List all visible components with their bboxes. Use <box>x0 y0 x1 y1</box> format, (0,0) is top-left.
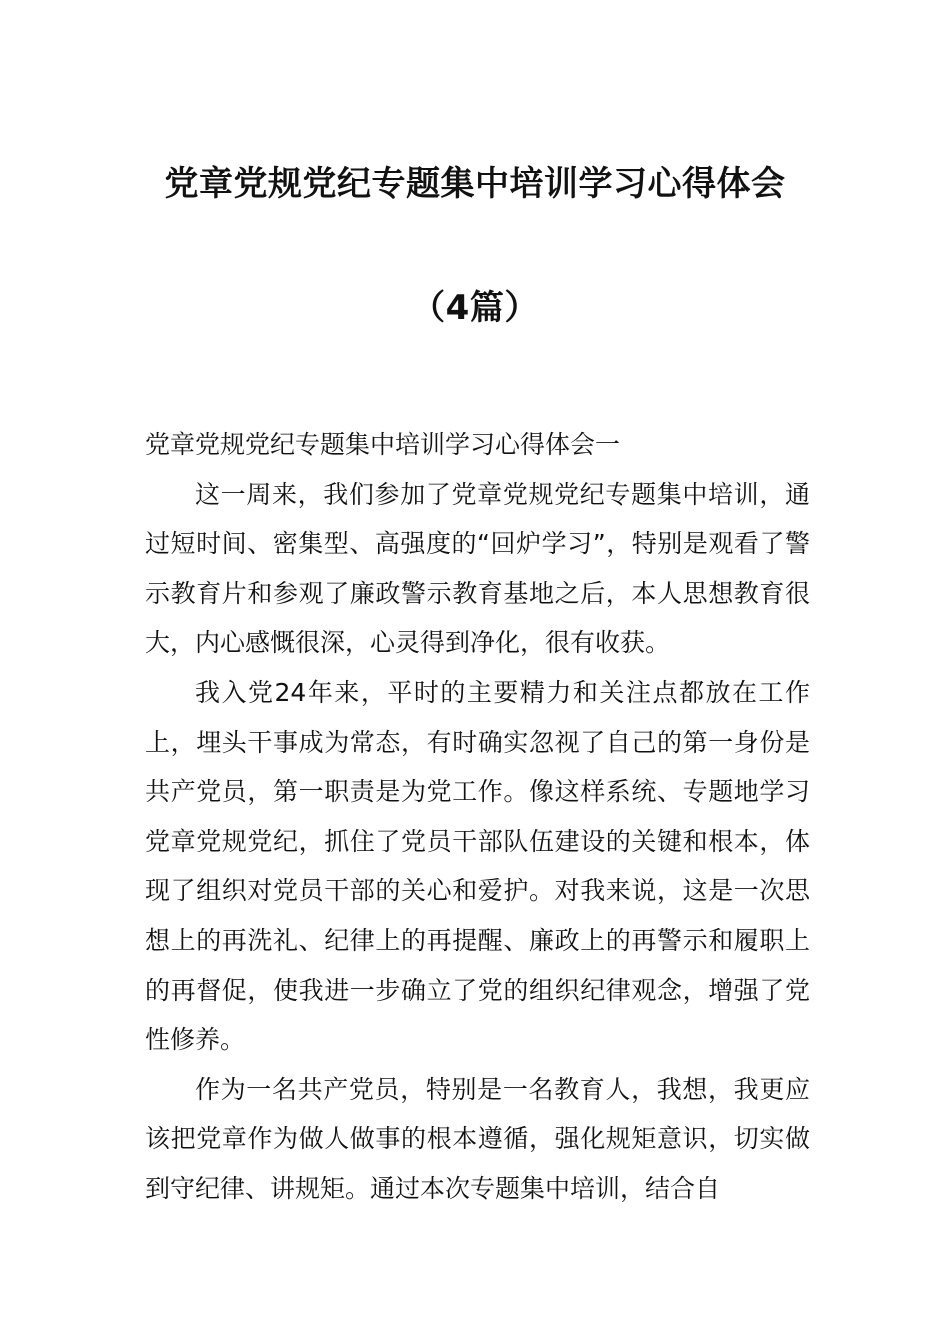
paragraph-1: 这一周来，我们参加了党章党规党纪专题集中培训，通过短时间、密集型、高强度的“回炉学习”，特别是观看了警示教育片和参观了廉政警示教育基地之后，本人思想教育很大，内心感慨很深，心灵得到净化，很有收获。 <box>145 479 810 658</box>
section-title: 党章党规党纪专题集中培训学习心得体会一 <box>145 430 621 459</box>
paragraph-2: 我入党24年来，平时的主要精力和关注点都放在工作上，埋头干事成为常态，有时确实忽视了自己的第一身份是共产党员，第一职责是为党工作。像这样系统、专题地学习党章党规党纪，抓住了党员干部队伍建设的关键和根本，体现了组织对党员干部的关心和爱护。对我来说，这是一次思想上的再洗礼、纪律上的再提醒、廉政上的再警示和履职上的再督促，使我进一步确立了党的组织纪律观念，增强了党性修养。 <box>145 677 810 1055</box>
document-title: 党章党规党纪专题集中培训学习心得体会 <box>164 164 786 204</box>
document-body <box>145 420 810 1214</box>
paragraph-3: 作为一名共产党员，特别是一名教育人，我想，我更应该把党章作为做人做事的根本遵循，强化规矩意识，切实做到守纪律、讲规矩。通过本次专题集中培训，结合自 <box>145 1074 810 1203</box>
document-title-count: （4篇） <box>411 288 539 328</box>
